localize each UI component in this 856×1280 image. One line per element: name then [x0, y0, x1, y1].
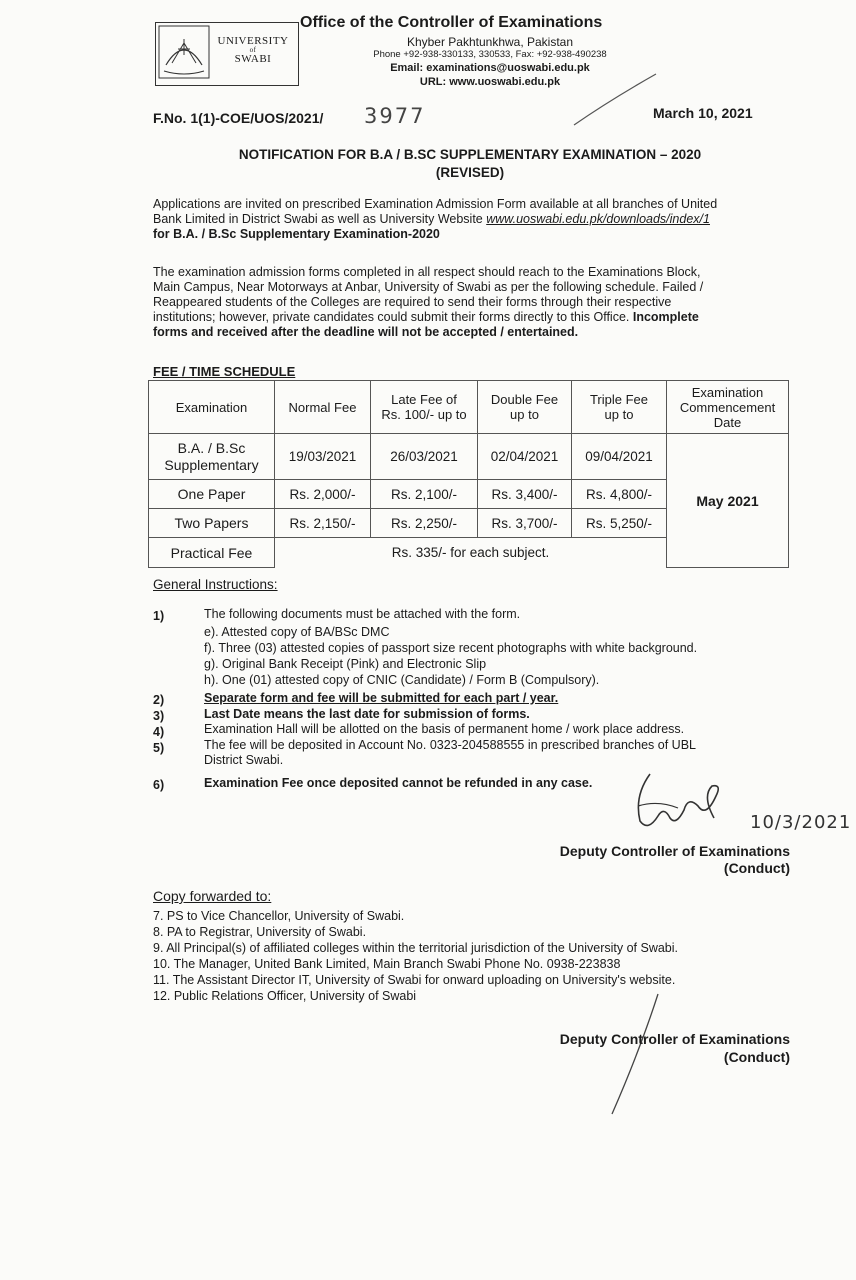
p2-line-5: [153, 325, 783, 340]
paragraph-1: [153, 197, 783, 242]
col-late-fee: [371, 381, 478, 434]
col-double-fee-line-1: Double Fee: [490, 392, 559, 407]
pen-stroke-icon: [570, 70, 660, 130]
row-label: One Paper: [149, 480, 275, 509]
notification-subtitle: (REVISED): [435, 165, 505, 180]
cell-late-fee: Rs. 2,100/-: [371, 480, 478, 509]
p1-line-2: [153, 212, 783, 227]
signatory-2-subtitle: (Conduct): [723, 1049, 790, 1065]
row-label: Two Papers: [149, 509, 275, 538]
signature-icon: [628, 766, 738, 836]
instruction-item: The following documents must be attached with the form.: [204, 607, 521, 621]
col-double-fee-line-2: up to: [510, 407, 539, 422]
instruction-item: Last Date means the last date for submission of forms.: [204, 707, 530, 721]
province: Khyber Pakhtunkhwa, Pakistan: [406, 35, 574, 49]
instruction-item-continued: District Swabi.: [204, 753, 284, 767]
p1-line-3: [153, 227, 783, 242]
instruction-number: 6): [153, 778, 165, 792]
instruction-sub-item: h). One (01) attested copy of CNIC (Candidate) / Form B (Compulsory).: [204, 673, 600, 687]
row-label-line-2: Supplementary: [164, 456, 259, 473]
copy-item: 10. The Manager, United Bank Limited, Main Branch Swabi Phone No. 0938-223838: [153, 957, 621, 971]
cell-triple-fee: Rs. 4,800/-: [572, 480, 667, 509]
instruction-sub-item: f). Three (03) attested copies of passport size recent photographs with white background.: [204, 641, 698, 655]
download-link[interactable]: www.uoswabi.edu.pk/downloads/index/1: [486, 212, 710, 226]
cell-normal-fee: Rs. 2,150/-: [275, 509, 371, 538]
instruction-item: The fee will be deposited in Account No. 0323-204588555 in prescribed branches of UBL: [204, 738, 696, 752]
cell-practical-fee: Rs. 335/- for each subject.: [275, 538, 667, 568]
col-commencement-line-1: Examination: [691, 384, 764, 400]
handwritten-date: 10/3/2021: [750, 812, 852, 833]
cell-double-fee: Rs. 3,400/-: [478, 480, 572, 509]
document-date: March 10, 2021: [653, 105, 753, 121]
table-header-row: [149, 381, 789, 434]
copy-forwarded-heading: Copy forwarded to:: [153, 888, 272, 904]
instruction-sub-item: e). Attested copy of BA/BSc DMC: [204, 625, 390, 639]
instruction-number: 4): [153, 725, 165, 739]
copy-item: 11. The Assistant Director IT, University of Swabi for onward uploading on University's website.: [153, 973, 676, 987]
row-label: [149, 434, 275, 480]
col-triple-fee: [572, 381, 667, 434]
handwritten-number: 3977: [364, 104, 426, 128]
col-double-fee: [478, 381, 572, 434]
email: Email: examinations@uoswabi.edu.pk: [390, 62, 590, 74]
cell-normal-fee: Rs. 2,000/-: [275, 480, 371, 509]
url: URL: www.uoswabi.edu.pk: [419, 76, 561, 88]
p2-line-3: Reappeared students of the Colleges are required to send their forms through their respective: [153, 295, 672, 309]
p2-line-2: Main Campus, Near Motorways at Anbar, University of Swabi as per the following schedule. Failed /: [153, 280, 704, 294]
col-normal-fee: Normal Fee: [275, 381, 371, 434]
logo-line-3: SWABI: [234, 53, 272, 65]
p2-line-5-text: forms and received after the deadline will not be accepted / entertained.: [153, 325, 579, 339]
col-commencement-line-2: Commencement: [679, 399, 776, 415]
logo-line-2: of: [249, 46, 257, 54]
copy-item: 7. PS to Vice Chancellor, University of Swabi.: [153, 909, 405, 923]
instruction-item: Separate form and fee will be submitted for each part / year.: [204, 691, 559, 705]
notification-title: NOTIFICATION FOR B.A / B.SC SUPPLEMENTARY EXAMINATION – 2020: [238, 147, 702, 162]
p2-line-4-text: institutions; however, private candidates could submit their forms directly to this Office.: [153, 310, 633, 324]
col-commencement: [667, 381, 789, 434]
instruction-item: Examination Hall will be allotted on the basis of permanent home / work place address.: [204, 722, 685, 736]
col-commencement-line-3: Date: [713, 414, 742, 430]
signatory-subtitle: (Conduct): [723, 860, 790, 876]
phone: Phone +92-938-330133, 330533, Fax: +92-938-490238: [373, 49, 607, 60]
signatory-2-title: Deputy Controller of Examinations: [559, 1031, 790, 1047]
file-number: F.No. 1(1)-COE/UOS/2021/: [153, 110, 324, 126]
col-triple-fee-line-1: Triple Fee: [589, 392, 649, 407]
university-seal-icon: [158, 25, 210, 79]
table-row: [149, 434, 789, 480]
signatory-title: Deputy Controller of Examinations: [559, 843, 790, 859]
cell-triple-date: 09/04/2021: [572, 434, 667, 480]
instruction-number: 3): [153, 709, 165, 723]
cell-normal-date: 19/03/2021: [275, 434, 371, 480]
p2-line-4: [153, 310, 783, 325]
schedule-heading: FEE / TIME SCHEDULE: [153, 364, 296, 379]
p1-line-1: Applications are invited on prescribed Examination Admission Form available at all branches of United: [153, 197, 718, 211]
instructions-heading: General Instructions:: [153, 577, 278, 592]
office-title: Office of the Controller of Examinations: [300, 14, 603, 31]
paragraph-2: [153, 265, 783, 340]
p1-line-2-text: Bank Limited in District Swabi as well as University Website: [153, 212, 487, 226]
copy-item: 12. Public Relations Officer, University of Swabi: [153, 989, 417, 1003]
cell-late-fee: Rs. 2,250/-: [371, 509, 478, 538]
cell-late-date: 26/03/2021: [371, 434, 478, 480]
logo-line-1: UNIVERSITY: [217, 35, 289, 47]
fee-schedule-table: [148, 380, 789, 568]
cell-triple-fee: Rs. 5,250/-: [572, 509, 667, 538]
p1-line-3-text: for B.A. / B.Sc Supplementary Examination-2020: [153, 227, 440, 241]
instruction-number: 2): [153, 693, 165, 707]
p2-line-4-bold: Incomplete: [632, 310, 699, 324]
row-label-line-1: B.A. / B.Sc: [177, 439, 246, 456]
row-label: Practical Fee: [149, 538, 275, 568]
col-triple-fee-line-2: up to: [604, 407, 634, 422]
instruction-number: 1): [153, 609, 165, 623]
instruction-sub-item: g). Original Bank Receipt (Pink) and Electronic Slip: [204, 657, 487, 671]
instruction-number: 5): [153, 741, 165, 755]
logo-text: [212, 36, 294, 65]
col-late-fee-line-2: Rs. 100/- up to: [381, 407, 467, 422]
p2-line-1: The examination admission forms completed in all respect should reach to the Examinations Block,: [153, 265, 701, 279]
copy-item: 9. All Principal(s) of affiliated colleges within the territorial jurisdiction of the University of Swabi.: [153, 941, 678, 955]
col-examination: Examination: [149, 381, 275, 434]
col-late-fee-line-1: Late Fee of: [391, 392, 457, 407]
instruction-item: Examination Fee once deposited cannot be refunded in any case.: [204, 776, 593, 790]
copy-item: 8. PA to Registrar, University of Swabi.: [153, 925, 367, 939]
cell-double-fee: Rs. 3,700/-: [478, 509, 572, 538]
cell-double-date: 02/04/2021: [478, 434, 572, 480]
commencement-date: May 2021: [667, 434, 789, 568]
